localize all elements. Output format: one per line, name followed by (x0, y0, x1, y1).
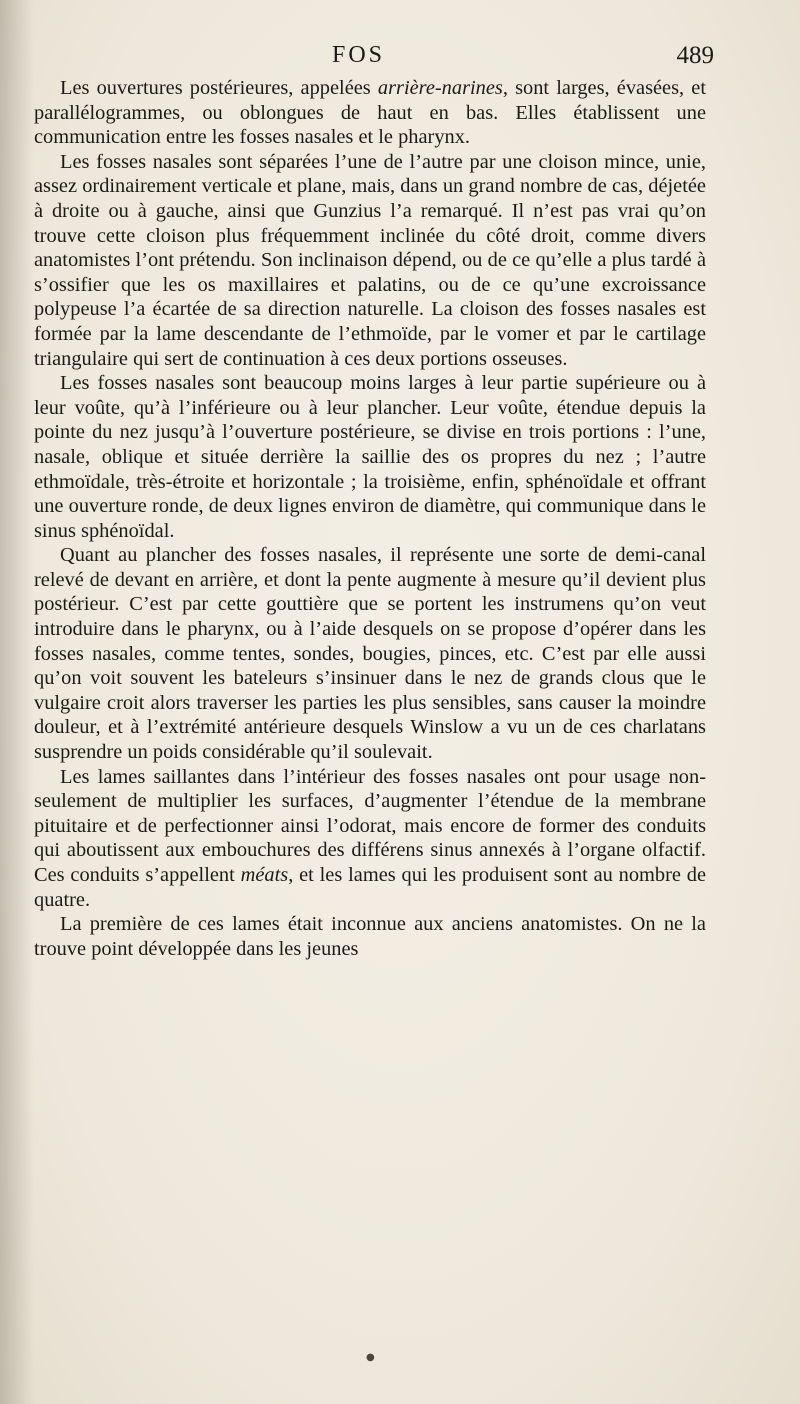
running-head: FOS (332, 42, 386, 68)
italic-term: méats (240, 864, 289, 886)
spine-shadow (0, 0, 34, 1404)
page-number: 489 (676, 42, 714, 69)
ink-dot-ornament: ● (366, 1352, 375, 1363)
paragraph-lamellae: Les lames saillantes dans l’intérieur des fosses nasales ont pour usage non-seulement de multiplier les surfaces, d’augmenter l’étendue de la membrane pituitaire et de perfectionner ainsi l’odorat, mais encore de former des conduits qui aboutissent aux embouchures des différens sinus annexés à l’organe olfactif. Ces conduits s’appellent méats, et les lames qui les produisent sont au nombre de quatre. (34, 765, 706, 911)
paragraph-first-lamina: La première de ces lames était inconnue aux anciens anatomistes. On ne la trouve point développée dans les jeunes (34, 913, 706, 960)
italic-term: arrière-narines (377, 77, 503, 99)
paragraph-vault: Les fosses nasales sont beaucoup moins larges à leur partie supérieure ou à leur voûte, qu’à l’inférieure ou à leur plancher. Leur voûte, étendue depuis la pointe du nez jusqu’à l’ouverture postérieure, se divise en trois portions : l’une, nasale, oblique et située derrière la saillie des os propres du nez ; l’autre ethmoïdale, très-étroite et horizontale ; la troisième, enfin, sphénoïdale et offrant une ouverture ronde, de deux lignes environ de diamètre, qui communique dans le sinus sphénoïdal. (34, 372, 706, 542)
paragraph-floor: Quant au plancher des fosses nasales, il représente une sorte de demi-canal relevé de devant en arrière, et dont la pente augmente à mesure qu’il devient plus postérieur. C’est par cette gouttière que se portent les instrumens qu’on veut introduire dans le pharynx, ou à l’aide desquels on se propose d’opérer dans les fosses nasales, comme tentes, sondes, bougies, pinces, etc. C’est par elle aussi qu’on voit souvent les bateleurs s’insinuer dans le nez de grands clous que le vulgaire croit alors traverser les parties les plus sensibles, sans causer la moindre douleur, et à l’extrémité antérieure desquels Winslow a vu un de ces charlatans susprendre un poids considérable qu’il soulevait. (34, 544, 706, 764)
paragraph-septum: Les fosses nasales sont séparées l’une de l’autre par une cloison mince, unie, assez ordinairement verticale et plane, mais, dans un grand nombre de cas, déjetée à droite ou à gauche, ainsi que Gunzius l’a remarqué. Il n’est pas vrai qu’on trouve cette cloison plus fréquemment inclinée du côté droit, comme divers anatomistes l’ont prétendu. Son inclinaison dépend, ou de ce qu’elle a plus tardé à s’ossifier que les os maxillaires et palatins, ou de ce qu’une excroissance polypeuse l’a écartée de sa direction naturelle. La cloison des fosses nasales est formée par la lame descendante de l’ethmoïde, par le vomer et par le cartilage triangulaire qui sert de continuation à ces deux portions osseuses. (34, 150, 706, 370)
paragraph-posterior-openings: Les ouvertures postérieures, appelées arrière-narines, sont larges, évasées, et parallélogrammes, ou oblongues de haut en bas. Elles établissent une communication entre les fosses nasales et le pharynx. (34, 77, 706, 149)
body-text (34, 76, 706, 961)
page-header (0, 42, 800, 76)
